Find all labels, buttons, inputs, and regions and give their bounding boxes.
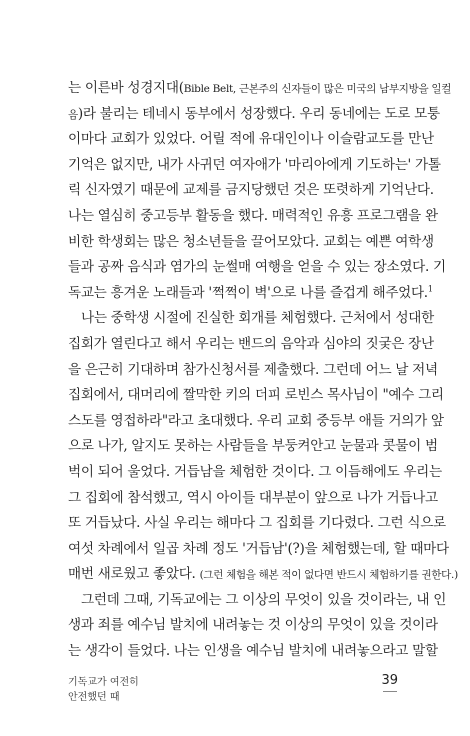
text-line (68, 537, 449, 563)
text-span: 비한 학생회는 많은 청소년들을 끌어모았다. 교회는 예쁜 여학생 (68, 233, 434, 250)
text-span: 는 이른바 성경지대( (68, 80, 184, 96)
chapter-title-line-1: 기독교가 여전히 (68, 677, 139, 688)
text-line (68, 562, 458, 588)
page-number (381, 673, 398, 692)
text-span: 집회에서, 대머리에 짤막한 키의 더피 로빈스 목사님이 "예수 그리 (68, 387, 444, 404)
page-number-rule (383, 691, 397, 692)
text-span: 으로 나가, 알지도 못하는 사람들을 부둥켜안고 눈물과 콧물이 범 (68, 438, 438, 455)
text-line (68, 153, 441, 179)
text-span: 나는 중학생 시절에 진실한 회개를 체험했다. 근처에서 성대한 (81, 310, 434, 327)
text-span: 나는 열심히 중고등부 활동을 했다. 매력적인 유흥 프로그램을 완 (68, 207, 438, 224)
text-line (68, 639, 438, 665)
running-footer (68, 675, 139, 705)
text-span: 독교는 흥겨운 노래들과 '쩍쩍이 벽'으로 나를 즐겁게 해주었다. (68, 284, 428, 301)
text-line (68, 511, 446, 537)
text-line (68, 409, 444, 435)
footnote-marker: 1 (427, 284, 433, 294)
text-span: 여섯 차례에서 일곱 차례 정도 '거듭남'(?)을 체험했는데, 할 때마다 (68, 540, 449, 557)
text-span: 벅이 되어 울었다. 거듭남을 체험한 것이다. 그 이듬해에도 우리는 (68, 463, 442, 480)
text-line (68, 230, 434, 256)
text-span: 는 생각이 들었다. 나는 인생을 예수님 발치에 내려놓으라고 말할 (68, 643, 438, 660)
text-span: 생과 죄를 예수님 발치에 내려놓는 것 이상의 무엇이 있을 것이라 (68, 617, 438, 634)
body-text (68, 76, 458, 665)
text-span: 이마다 교회가 있었다. 어릴 적에 유대인이나 이슬람교도를 만난 (68, 131, 434, 148)
text-span: 기억은 없지만, 내가 사귀던 여자애가 '마리아에게 기도하는' 가톨 (68, 156, 441, 173)
annotation-text: Bible Belt, 근본주의 신자들이 많은 미국의 남부지방을 일컬 (183, 83, 452, 95)
chapter-title-line-2: 안전했던 때 (68, 692, 120, 703)
text-line (68, 306, 434, 332)
text-line (68, 460, 442, 486)
text-line (68, 358, 438, 384)
text-span: 릭 신자였기 때문에 교제를 금지당했던 것은 또렷하게 기억난다. (68, 182, 434, 199)
annotation-text: (그런 체험을 해본 적이 없다면 반드시 체험하기를 권한다.) (199, 569, 458, 582)
text-span: 들과 공짜 음식과 염가의 눈썰매 여행을 얻을 수 있는 장소였다. 기 (68, 259, 446, 276)
text-line (68, 255, 446, 281)
text-line (68, 332, 434, 358)
text-span: 또 거듭났다. 사실 우리는 해마다 그 집회를 기다렸다. 그런 식으로 (68, 515, 446, 532)
text-span: 그런데 그때, 기독교에는 그 이상의 무엇이 있을 것이라는, 내 인 (81, 591, 447, 608)
text-line (68, 178, 434, 204)
text-span: 스도를 영접하라"라고 초대했다. 우리 교회 중등부 애들 거의가 앞 (68, 412, 444, 429)
text-line (68, 588, 447, 614)
text-span: )라 불리는 테네시 동부에서 성장했다. 우리 동네에는 도로 모퉁 (77, 105, 440, 122)
text-line (68, 102, 440, 128)
text-line (68, 281, 433, 307)
text-span: 그 집회에 참석했고, 역시 아이들 대부분이 앞으로 나가 거듭나고 (68, 489, 438, 506)
text-span: 매번 새로웠고 좋았다. (68, 566, 200, 583)
text-line (68, 76, 452, 102)
text-line (68, 383, 444, 409)
text-span: 집회가 열린다고 해서 우리는 밴드의 음악과 심야의 짓궂은 장난 (68, 335, 434, 352)
text-span: 을 은근히 기대하며 참가신청서를 제출했다. 그런데 어느 날 저녁 (68, 361, 438, 378)
text-line (68, 204, 438, 230)
text-line (68, 434, 438, 460)
text-line (68, 127, 434, 153)
text-line (68, 613, 438, 639)
page-number-text: 39 (381, 673, 398, 688)
annotation-text: 음 (68, 108, 78, 121)
text-line (68, 486, 438, 512)
